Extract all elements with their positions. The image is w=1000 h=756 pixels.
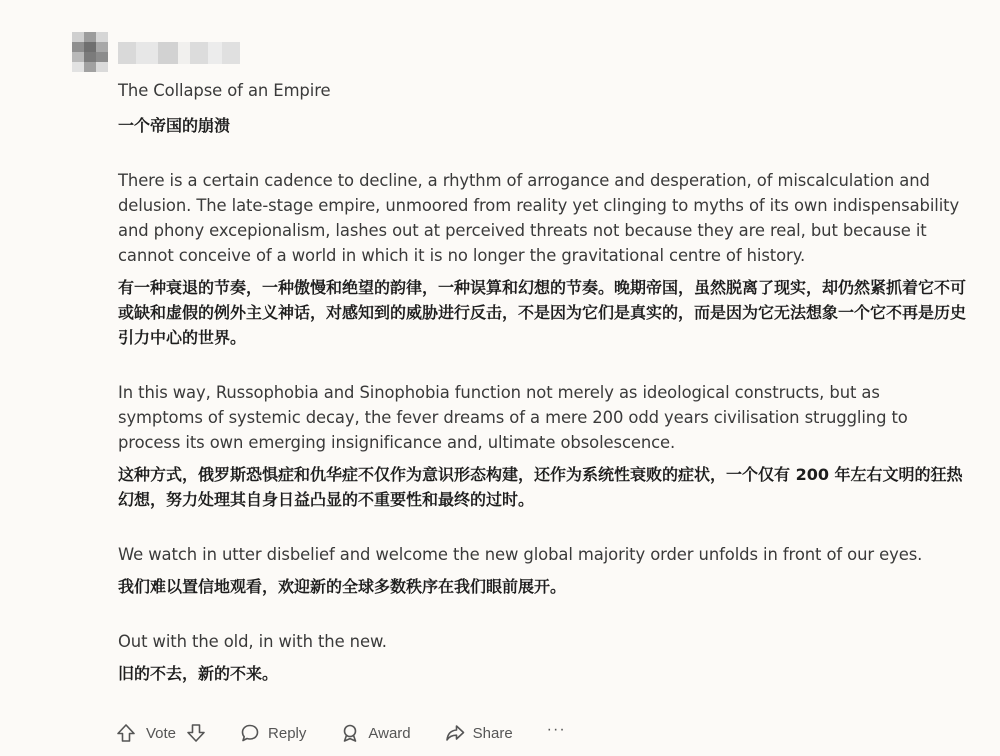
avatar-pixel xyxy=(96,32,108,42)
reply-label: Reply xyxy=(268,724,307,742)
paragraph-zh: 这种方式，俄罗斯恐惧症和仇华症不仅作为意识形态构建，还作为系统性衰败的症状，一个仅有 200 年左右文明的狂热幻想，努力处理其自身日益凸显的不重要性和最终的过时。 xyxy=(118,465,963,509)
paragraph-en: There is a certain cadence to decline, a rhythm of arrogance and desperation, of miscalculation and delusion. The late-stage empire, unmoored from reality yet clinging to myths of its own indispensability and phony excepionalism, lashes out at perceived threats not because they are real, but because it cannot conceive of a world in which it is no longer the gravitational centre of history. xyxy=(118,171,960,265)
share-label: Share xyxy=(472,724,513,742)
avatar-pixel xyxy=(72,52,84,62)
award-button[interactable] xyxy=(340,723,410,743)
vote-control xyxy=(116,723,206,743)
username-pixel xyxy=(118,42,136,64)
vote-label: Vote xyxy=(146,724,177,742)
avatar-pixel xyxy=(96,62,108,72)
avatar-pixel xyxy=(84,52,96,62)
upvote-arrow-icon[interactable] xyxy=(116,723,136,743)
avatar[interactable] xyxy=(72,32,108,72)
avatar-pixel xyxy=(72,62,84,72)
username-pixel xyxy=(190,42,208,64)
paragraph-zh: 我们难以置信地观看，欢迎新的全球多数秩序在我们眼前展开。 xyxy=(118,577,567,596)
share-button[interactable] xyxy=(445,723,513,743)
avatar-pixel xyxy=(84,32,96,42)
speech-bubble-icon xyxy=(240,723,260,743)
paragraph-zh: 旧的不去，新的不来。 xyxy=(118,664,279,683)
paragraph-en: We watch in utter disbelief and welcome the new global majority order unfolds in front of our eyes. xyxy=(118,545,923,564)
reply-button[interactable] xyxy=(240,723,306,743)
username-redacted[interactable] xyxy=(118,42,242,64)
award-medal-icon xyxy=(340,723,360,743)
avatar-pixel xyxy=(84,62,96,72)
award-label: Award xyxy=(368,724,411,742)
paragraph-en: In this way, Russophobia and Sinophobia function not merely as ideological constructs, but as symptoms of systemic decay, the fever dreams of a mere 200 odd years civilisation struggling to process its own emerging insignificance and, ultimate obsolescence. xyxy=(118,383,908,452)
comment-body xyxy=(118,78,968,686)
avatar-pixel xyxy=(84,42,96,52)
avatar-pixel xyxy=(96,42,108,52)
comment-title-zh: 一个帝国的崩溃 xyxy=(118,116,231,135)
avatar-pixel xyxy=(72,32,84,42)
downvote-arrow-icon[interactable] xyxy=(186,723,206,743)
paragraph-zh: 有一种衰退的节奏，一种傲慢和绝望的韵律，一种误算和幻想的节奏。晚期帝国，虽然脱离了现实，却仍然紧抓着它不可或缺和虚假的例外主义神话，对感知到的威胁进行反击，不是因为它们是真实的，而是因为它无法想象一个它不再是历史引力中心的世界。 xyxy=(118,278,967,347)
paragraph-en: Out with the old, in with the new. xyxy=(118,632,387,651)
share-arrow-icon xyxy=(445,723,465,743)
username-pixel xyxy=(208,42,222,64)
username-pixel xyxy=(158,42,178,64)
username-pixel xyxy=(222,42,240,64)
avatar-pixel xyxy=(96,52,108,62)
avatar-pixel xyxy=(72,42,84,52)
username-pixel xyxy=(136,42,158,64)
comment-action-bar xyxy=(116,720,566,746)
more-dots-icon[interactable]: ··· xyxy=(546,721,566,738)
comment-title-en: The Collapse of an Empire xyxy=(118,81,331,100)
username-pixel xyxy=(178,42,190,64)
